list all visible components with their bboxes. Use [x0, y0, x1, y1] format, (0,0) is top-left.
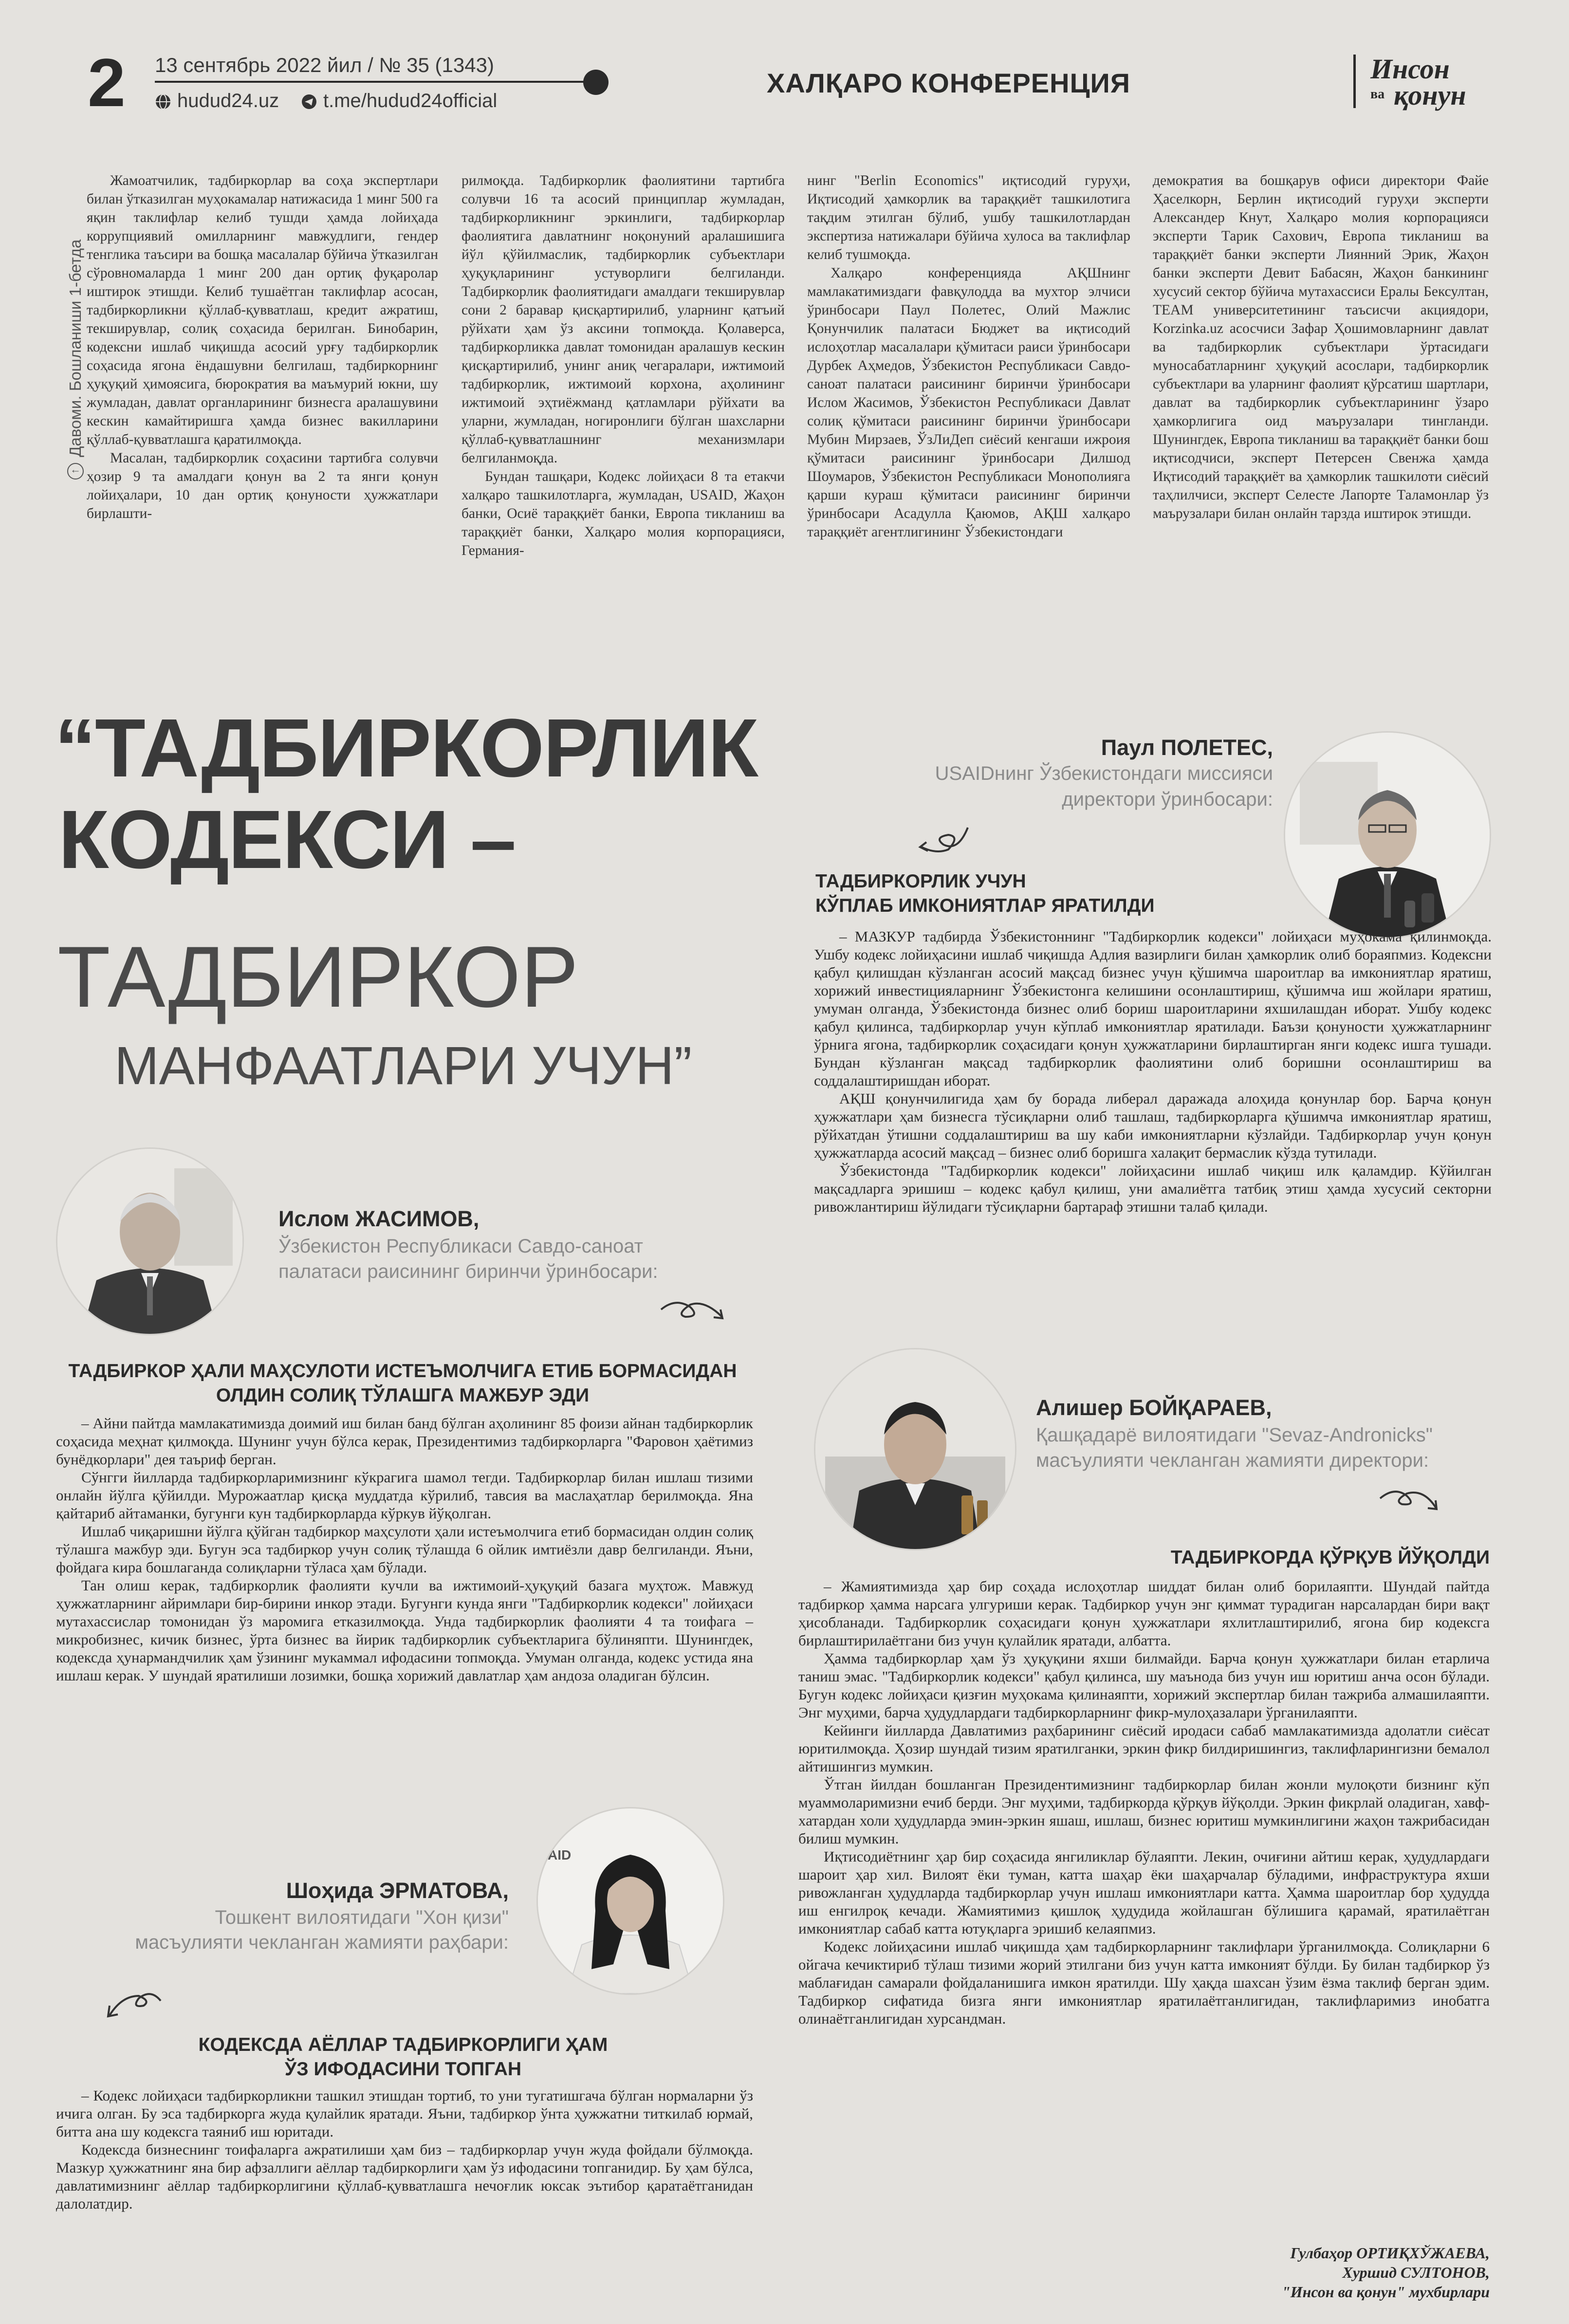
- jasimov-paragraph: – Айни пайтда мамлакатимизда доимий иш билан банд бўлган аҳолининг 85 фоизи айнан тадбиркорлик соҳасида меҳнат қилмоқда. Шунинг учун бўлса керак, Президентимиз тадбиркорларга "Фаровон ҳаётимиз бунёдкорлари" дея таъриф берган.: [56, 1415, 753, 1468]
- boykaraev-subhead: ТАДБИРКОРДА ҚЎРҚУВ ЙЎҚОЛДИ: [1170, 1547, 1490, 1568]
- author-credit: "Инсон ва қонун" мухбирлари: [1281, 2283, 1490, 2301]
- ermatova-subhead-2: ЎЗ ИФОДАСИНИ ТОПГАН: [284, 2059, 522, 2080]
- boykaraev-curl-arrow: [1375, 1484, 1443, 1523]
- header-rule: [155, 81, 598, 83]
- boykaraev-paragraph: Ҳамма тадбиркорлар ҳам ўз ҳуқуқини яхши билмайди. Барча қонун ҳужжатлари билан етарлича таниш эмас. "Тадбиркорлик кодекси" қабул қилинса, шу маънода биз учун иш юритиш анча осон бўлади. Бугун кодекс лойиҳаси қизғин муҳокама қилинаяпти, хорижий экспертлар билан тажриба алмашилаяпти. Энг муҳими, барча ҳудудлардаги тадбиркорларнинг фикр-мулоҳазалари ўрганилаяпти.: [798, 1650, 1490, 1721]
- ermatova-name: Шоҳида ЭРМАТОВА,: [286, 1878, 509, 1903]
- jasimov-paragraph: Тан олиш керак, тадбиркорлик фаолияти кучли ва ижтимоий-ҳуқуқий базага муҳтож. Мавжуд ҳужжатларнинг айримлари бир-бирини инкор этади. Бугунги кунда янги "Тадбиркорлик кодекси" лойиҳаси мутахассислар томонидан ўз маромига етказилмоқда. Унда тадбиркорлик фаолияти 4 та тоифага – микробизнес, кичик бизнес, ўрта бизнес ва йирик тадбиркорлик субъектларига бўлиняпти. Шунингдек, кодексда ҳунармандчилик ҳам ўзининг мукаммал ифодасини топмоқда. Умуман олганда, кодекс устида яна ишлаш керак. У шундай яратилиши лозимки, бошқа хорижий давлатлар ҳам андоза оладиган бўлсин.: [56, 1577, 753, 1684]
- ermatova-paragraph: – Кодекс лойиҳаси тадбиркорликни ташкил этишдан тортиб, то уни тугатишгача бўлган нормаларни ўз ичига олган. Бу эса тадбиркорга жуда қулайлик яратади. Яъни, тадбиркор ўнта ҳужжатни титкилаб юрмай, битта ана шу кодексга таяниб иш юритади.: [56, 2087, 753, 2140]
- ermatova-photo: [538, 1808, 723, 1993]
- jasimov-paragraph: Сўнгги йилларда тадбиркорларимизнинг кўкрагига шамол тегди. Тадбиркорлар билан ишлаш тизими онлайн йўлга қўйилди. Мурожаатлар қисқа муддатда кўрилиб, тавсия ва маслаҳатлар берилмоқда. Яна қайтариб айтаманки, бугунги кун тадбиркорлардa кўркув йўқолган.: [56, 1469, 753, 1522]
- boykaraev-role-2: масъулияти чекланган жамияти директори:: [1036, 1450, 1429, 1471]
- section-title: ХАЛҚАРО КОНФЕРЕНЦИЯ: [767, 68, 1130, 98]
- ermatova-role-1: Тошкент вилоятидаги "Хон қизи": [215, 1907, 509, 1928]
- jasimov-paragraph: Ишлаб чиқаришни йўлга қўйган тадбиркор маҳсулоти ҳали истеъмолчига етиб бормасидан олдин солиқ тўлашга мажбур эди. Бугун эса тадбиркор учун солиқ тўлашда 6 ойлик имтиёзли давр белгиланди. Яъни, фойдага кира бошлаганда солиқларни тўласа ҳам бўлади.: [56, 1523, 753, 1576]
- author-1: Гулбаҳор ОРТИҚХЎЖАЕВА,: [1290, 2244, 1490, 2262]
- intro-paragraph: Жамоатчилик, тадбиркорлар ва соҳа экспертлари билан ўтказилган муҳокамалар натижасида 1 минг 500 га яқин таклифлар келиб тушди ҳамда лойиҳада коррупциявий омилларнинг мавжудлиги, гендер тенглика таъсири ва бошқа масалалар бўйича ўтказилган сўровномаларда 1 минг 200 дан ортиқ фуқаролар иштирок этишди. Келиб тушаётган таклифлар асосан, тадбиркорликни қўллаб-қувватлаш, кредит ажратиш, текширувлар, солиқ соҳасида берилган. Бинобарин, кодексни ишлаб чиқишда асосий урғу тадбиркорлик соҳасида ягона ёндашувни белгилаш, тадбиркорнинг ҳуқуқий ҳимоясига, бюрократия ва маъмурий юкни, шу жумладан, давлат органларининг бизнесга аралашувини кескин камайтиришга ҳамда бизнес вакилларини қўллаб-қувватлашга қаратилмоқда.: [87, 173, 438, 447]
- headline-line-3: ТАДБИРКОР: [57, 928, 579, 1025]
- logo-bottom: қонун: [1394, 79, 1466, 111]
- poletes-photo: [1285, 733, 1490, 937]
- ermatova-paragraph: Кодексда бизнеснинг тоифаларга ажратилиши ҳам биз – тадбиркорлар учун жуда фойдали бўлмоқда. Мазкур ҳужжатнинг яна бир афзаллиги аёллар тадбиркорлиги ҳам ўз ифодасини топганидир. Бу ҳам бўлса, давлатимизнинг аёллар тадбиркорлигини қўллаб-қувватлашга нечоғлик юксак эътибор қаратаётганидан далолатдир.: [56, 2141, 753, 2212]
- telegram-link[interactable]: [301, 90, 497, 112]
- website-link[interactable]: [155, 90, 279, 112]
- continued-label: [66, 240, 85, 480]
- poletes-paragraph: Ўзбекистонда "Тадбиркорлик кодекси" лойиҳасини ишлаб чиқиш илк қаламдир. Кўйилган мақсадларга эришиш – кодекс қабул қилиш, уни амалиётга татбиқ этиш ҳамда хусусий секторни ривожлантириш йўлидаги тўсиқларни бартараф этишни талаб қилади.: [814, 1162, 1492, 1215]
- issue-date: 13 сентябрь 2022 йил / № 35 (1343): [155, 54, 494, 76]
- logo-top: Инсон: [1370, 53, 1450, 85]
- author-2: Хуршид СУЛТОНОВ,: [1342, 2264, 1490, 2281]
- jasimov-subhead-2: ОЛДИН СОЛИҚ ТЎЛАШГА МАЖБУР ЭДИ: [216, 1385, 590, 1406]
- intro-column-3: [807, 171, 1130, 541]
- header-divider: [1353, 55, 1356, 108]
- jasimov-name: Ислом ЖАСИМОВ,: [278, 1206, 480, 1231]
- page-number: 2: [88, 44, 126, 121]
- intro-paragraph: Халқаро конференцияда АҚШнинг мамлакатимиздаги фавқулодда ва мухтор элчиси ўринбосари Паул Полетес, Олий Мажлис Қонунчилик палатаси Бюджет ва иқтисодий ислоҳотлар масалалари қўмитаси раиси ўринбосари Дурбек Аҳмедов, Ўзбекистон Республикаси Савдо-саноат палатаси раисининг биринчи ўринбосари Ислом Жасимов, Ўзбекистон Республикаси Давлат солиқ қўмитаси раисининг биринчи ўринбосари Мубин Мирзаев, ЎзЛиДеп сиёсий кенгаши ижроия қўмитаси раисининг ўринбосари Дилшод Шоумаров, Ўзбекистон Республикаси Монополияга қарши кураш қўмитаси раисининг биринчи ўринбосари Асадулла Қаюмов, АҚШ халқаро тараққиёт агентлигининг Ўзбекистондаги: [807, 265, 1130, 540]
- poletes-curl-arrow: [914, 818, 973, 857]
- intro-paragraph: нинг "Berlin Economics" иқтисодий гуруҳи, Иқтисодий ҳамкорлик ва тараққиёт ташкилотига тақдим этилган бўлиб, ушбу ташкилотлардан экспертиза натижалари бўйича хулоса ва таклифлар келиб тушмоқда.: [807, 173, 1130, 262]
- boykaraev-body: [798, 1577, 1490, 2028]
- headline-line-2: КОДЕКСИ –: [58, 793, 516, 886]
- header-rule-dot: [583, 70, 609, 95]
- poletes-subhead-1: ТАДБИРКОРЛИК УЧУН: [815, 871, 1026, 892]
- arrow-up-circle-icon: ↑: [67, 463, 84, 480]
- logo-small: ва: [1370, 87, 1385, 102]
- poletes-name: Паул ПОЛЕТЕС,: [1101, 735, 1273, 760]
- poletes-paragraph: АҚШ қонунчилигида ҳам бу борада либерал даражада алоҳида қонунлар бор. Барча қонун ҳужжатлари ҳам бизнесга тўсиқларни олиб ташлаш, тадбиркорларга қўшимча имкониятлар яратиш, рўйхатдан ўтишни соддалаштириш ва шу каби имкониятларни кўзлайди. Тадбиркорлар учун қонун ҳужжатларда асосий мақсад – бизнес олиб боришга халақит бермаслик кўзда тутилади.: [814, 1090, 1492, 1161]
- ermatova-body: [56, 2086, 753, 2213]
- intro-paragraph: Масалан, тадбиркорлик соҳасини тартибга солувчи ҳозир 9 та амалдаги қонун ва 2 та янги қонун лойиҳалари, 10 дан ортиқ қонуности ҳужжатлари бирлашти-: [87, 450, 438, 521]
- globe-icon: [155, 93, 171, 110]
- boykaraev-name: Алишер БОЙҚАРАЕВ,: [1036, 1395, 1272, 1420]
- boykaraev-paragraph: – Жамиятимизда ҳар бир соҳада ислоҳотлар шиддат билан олиб борилаяпти. Шундай пайтда тадбиркор ҳамма нарсага улгуриши керак. Тадбиркор учун энг қиммат турадиган нарсалардан бири вақт ҳисобланади. Тадбиркорлик соҳасидаги қонун ҳужжатлари яхлитлаштирилиб, ягона бир кодексга бирлаштирилаётгани биз учун қулайлик яратади, албатта.: [798, 1578, 1490, 1649]
- photo-badge: AID: [548, 1847, 572, 1863]
- telegram-text: t.me/hudud24official: [323, 90, 498, 111]
- jasimov-role-2: палатаси раисининг биринчи ўринбосари:: [278, 1261, 658, 1282]
- poletes-body: [814, 927, 1492, 1216]
- intro-paragraph: Бундан ташқари, Кодекс лойиҳаси 8 та етакчи халқаро ташкилотларга, жумладан, USAID, Жаҳон банки, Осиё тараққиёт банки, Европа тикланиш ва тараққиёт банки, Халқаро молия корпорацияси, Германия-: [461, 469, 785, 558]
- ermatova-role-2: масъулияти чекланган жамияти раҳбари:: [135, 1932, 509, 1953]
- poletes-role-1: USAIDнинг Ўзбекистондаги миссияси: [935, 763, 1273, 784]
- headline-line-1: “ТАДБИРКОРЛИК: [55, 702, 757, 794]
- continued-text: Давоми. Бошланиши 1-бетда: [66, 239, 84, 457]
- jasimov-curl-arrow: [656, 1295, 729, 1334]
- boykaraev-photo: [815, 1349, 1015, 1549]
- telegram-icon: [301, 93, 317, 110]
- authors-block: [1095, 2243, 1490, 2302]
- boykaraev-role-1: Қашқадарё вилоятидаги "Sevaz-Andronicks": [1036, 1424, 1433, 1446]
- ermatova-curl-arrow: [102, 1986, 166, 2025]
- ermatova-subhead-1: КОДЕКСДА АЁЛЛАР ТАДБИРКОРЛИГИ ҲАМ: [198, 2034, 608, 2055]
- website-text: hudud24.uz: [177, 90, 279, 111]
- poletes-role-2: директори ўринбосари:: [1062, 789, 1273, 810]
- intro-column-1: [87, 171, 438, 523]
- jasimov-body: [56, 1414, 753, 1684]
- boykaraev-paragraph: Кейинги йилларда Давлатимиз раҳбарининг сиёсий иродаси сабаб мамлакатимизда адолатли сиёсат юритилмоқда. Ҳозир шундай тизим яратилганки, эркин фикр билдиришингиз, таклифларингизни бемалол айтишингиз мумкин.: [798, 1722, 1490, 1775]
- jasimov-photo: [57, 1149, 242, 1334]
- headline-line-4: МАНФААТЛАРИ УЧУН”: [114, 1036, 692, 1096]
- intro-paragraph: рилмоқда. Тадбиркорлик фаолиятини тартибга солувчи 16 та асосий принциплар жумладан, тадбиркорликнинг эркинлиги, тадбиркорлар фаолиятига давлатнинг ноқонуний аралашишига йўл қўйилмаслик, тадбиркорлик субъектлари ҳуқуқларининг устуворлиги белгиланди. Тадбиркорлик фаолиятидаги амалдаги текширувлар сони 2 баравар қисқартирилиб, уларнинг қатъий рўйхати ҳам ўз аксини топмоқда. Қолаверса, тадбиркорликка давлат томонидан аралашув кескин қисқартирилиб, унинг аниқ чегаралари, ижтимоий тадбиркорлик, ижтимоий корхона, аҳолининг ижтимоий эҳтиёжманд қатламлари рўйхати ва уларни, жумладан, ногиронлиги бўлган шахсларни қўллаб-қувватлашнинг механизмлари белгиланмоқда.: [461, 173, 785, 466]
- boykaraev-paragraph: Иқтисодиётнинг ҳар бир соҳасида янгиликлар бўлаяпти. Лекин, очиғини айтиш керак, ҳудудлардаги шароит ҳар хил. Вилоят ёки туман, катта шаҳар ёки шаҳарчалар бўладими, инфраструктура яхши ривожланган ҳудудларда тадбиркорлар учун ишлаш имкониятлари катта. Ҳамма шароитлар бор ҳудудда иш енгилроқ кечади. Жамиятимиз қишлоқ ҳудудида жойлашган бўлишига қарамай, яратилаётган имкониятлар сабаб катта ютуқларга эришиб келаяпмиз.: [798, 1848, 1490, 1937]
- intro-paragraph: демократия ва бошқарув офиси директори Файе Ҳаселкорн, Берлин иқтисодий гуруҳи эксперти Александер Кнут, Халқаро молия корпорацияси эксперти Тарик Сахович, Европа тикланиш ва тараққиёт банки эксперти Лиянний Эрик, Жаҳон банки эксперти Девит Бабасян, Жаҳон банкининг хусусий сектор бўйича мутахассиси Ералы Бексултан, TEAM университетининг таъсисчи акциядори, Korzinka.uz асосчиси Зафар Ҳошимовларнинг давлат ва тадбиркорлик субъектлари ўртасидаги муносабатларнинг ҳуқуқий асослари, тадбиркорлик субъектлари ва уларнинг фаолият қўрсатиш шартлари, давлат ва тадбиркорлик субъектларининг ўзаро ҳамкорлигига оид маърузалари тингланди. Шунингдек, Европа тикланиш ва тараққиёт банки бош иқтисодчиси, эксперт Петерсен Свенжа ҳамда Иқтисодий тараққиёт ва ҳамкорлик ташкилоти сиёсий таҳлилчиси, эксперт Селесте Лапорте Таламонлар ўз маърузалари билан онлайн тарзда иштирок этишди.: [1153, 173, 1489, 521]
- newspaper-logo: [1370, 53, 1497, 111]
- intro-column-2: [461, 171, 785, 560]
- boykaraev-paragraph: Ўтган йилдан бошланган Президентимизнинг тадбиркорлар билан жонли мулоқоти бизнинг кўп муаммоларимизни ечиб берди. Энг муҳими, тадбиркорда қўрқув йўқолди. Эркин фикрлай оладиган, хавф-хатардан холи ҳудудларда эмин-эркин яшаш, ишлаш, бизнес юритиш мумкинлигини жаҳон тажрибасидан билиш мумкин.: [798, 1776, 1490, 1847]
- poletes-subhead-2: КЎПЛАБ ИМКОНИЯТЛАР ЯРАТИЛДИ: [815, 895, 1155, 916]
- poletes-paragraph: – МАЗКУР тадбирда Ўзбекистоннинг "Тадбиркорлик кодекси" лойиҳаси муҳокама қилинмоқда. Ушбу кодекс лойиҳасини ишлаб чиқишда Адлия вазирлиги билан ҳамкорлик олиб бораяпмиз. Кодексни қабул қилишдан кўзланган асосий мақсад бизнес учун қўшимча шароитлар ва имкониятлар яратиш, хорижий инвестицияларнинг Ўзбекистонга келишини осонлаштириш, қўшимча иш жойлари яратиш, умуман олганда, Ўзбекистонда бизнес олиб бориш шароитларини яхшилашдан иборат. Ушбу кодекс қабул қилинса, тадбиркорлар учун кўплаб имкониятлар яратилади. Баъзи қонуности ҳужжатларнинг ўрнига ягона, тадбиркорлик соҳасидаги қонун ҳужжатларини бирлаштирган янги кодекс ишга тушади. Бундан кўзланган мақсад тадбиркорлик фаолиятини олиб боришни осонлаштириш ва соддалаштиришдан иборат.: [814, 928, 1492, 1089]
- intro-column-4: [1153, 171, 1489, 523]
- jasimov-role-1: Ўзбекистон Республикаси Савдо-саноат: [278, 1236, 643, 1257]
- jasimov-subhead-1: ТАДБИРКОР ҲАЛИ МАҲСУЛОТИ ИСТЕЪМОЛЧИГА ЕТИБ БОРМАСИДАН: [68, 1361, 737, 1382]
- boykaraev-paragraph: Кодекс лойиҳасини ишлаб чиқишда ҳам тадбиркорларнинг таклифлари ўрганилмоқда. Солиқларни 6 ойгача кечиктириб тўлаш тизими жорий этилгани биз учун катта имконият бўлди. Бу билан тадбиркор ўз маблағидан самарали фойдаланишига имкон яратилди. Шу ҳақда шахсан ўзим ёзма таклиф берган эдим. Тадбиркор сифатида бизга янги имкониятлар яратилаётганлигидан, таклифларимиз инобатга олинаётганлигидан хурсандман.: [798, 1938, 1490, 2027]
